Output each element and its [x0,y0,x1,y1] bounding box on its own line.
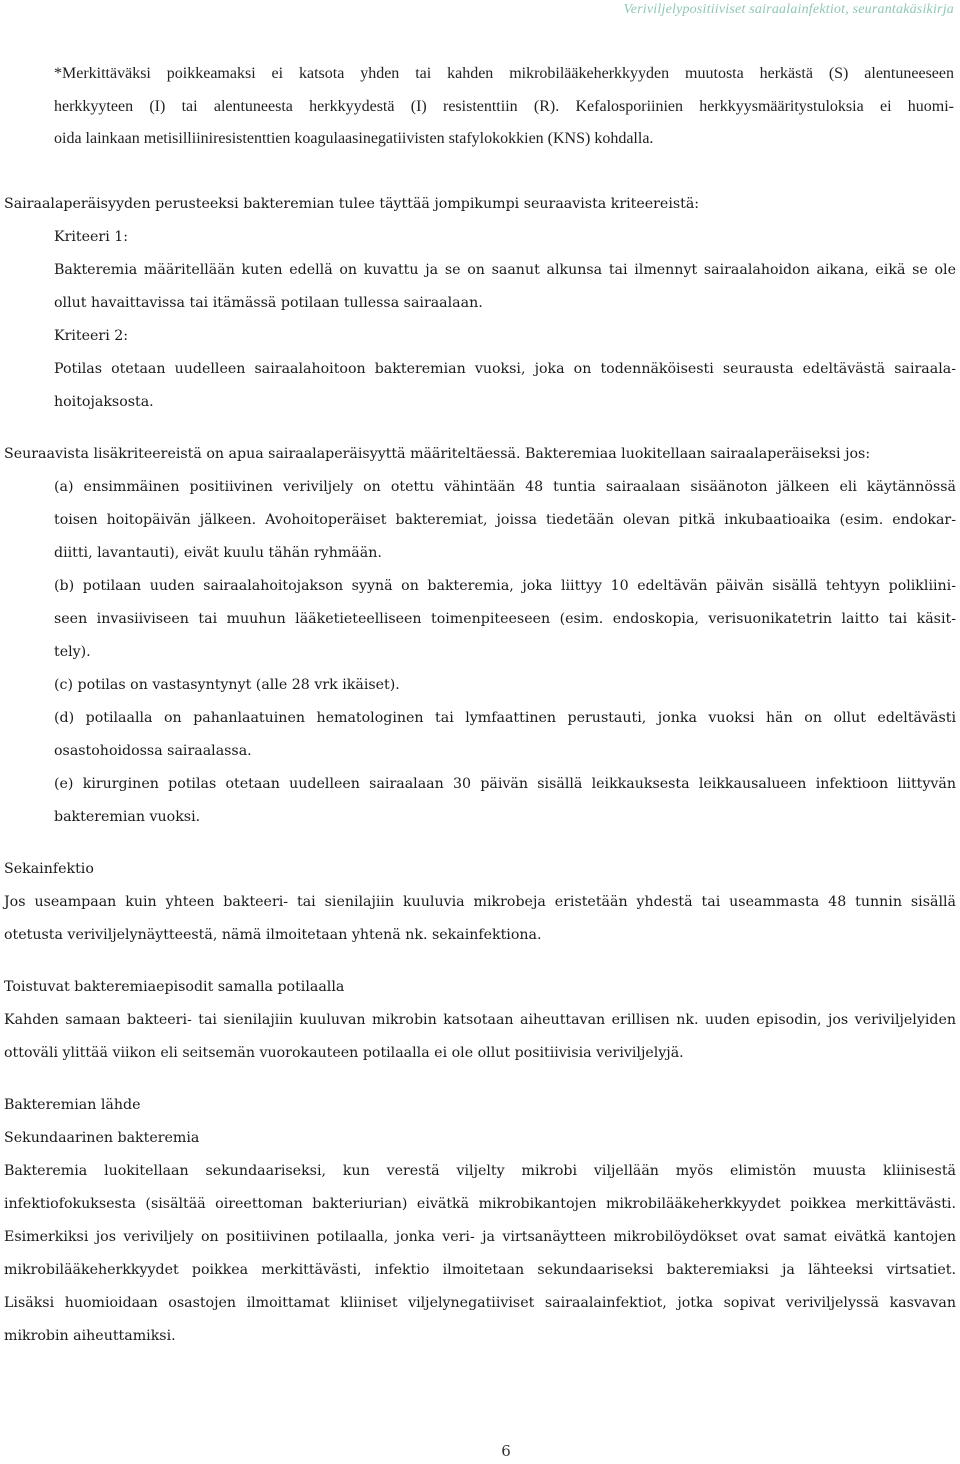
section-heading: Bakteremian lähde [4,1097,141,1113]
sekainfektio-text: otetusta veriviljelynäytteestä, nämä ilmoitetaan yhtenä nk. sekainfektiona. [4,927,542,943]
lahde-text: mikrobin aiheuttamiksi. [4,1328,176,1344]
criteria-intro: Sairaalaperäisyyden perusteeksi bakteremian tulee täyttää jompikumpi seuraavista kriteereistä: [4,196,700,212]
lahde-text: Bakteremia luokitellaan sekundaariseksi, kun verestä viljelty mikrobi viljellään myös elimistön muusta kliinisestä [4,1163,956,1179]
footnote-line: *Merkittäväksi poikkeamaksi ei katsota yhden tai kahden mikrobilääkeherkkyyden muutosta herkästä (S) alentuneeseen [54,65,954,82]
criterion-e: bakteremian vuoksi. [54,809,201,825]
section-subheading: Sekundaarinen bakteremia [4,1130,200,1146]
toistuvat-text: ottoväli ylittää viikon eli seitsemän vuorokauteen potilaalla ei ole ollut positiivisia veriviljelyjä. [4,1045,684,1061]
lahde-text: mikrobilääkeherkkyydet poikkea merkittävästi, infektio ilmoitetaan sekundaariseksi bakteremiaksi ja lähteeksi virtsatiet. [4,1262,956,1278]
sekainfektio-section [4,853,956,952]
toistuvat-section [4,971,956,1070]
footnote-line: oida lainkaan metisilliiniresistenttien koagulaasinegatiivisten stafylokokkien (KNS) kohdalla. [54,130,654,147]
criteria-2-text: Potilas otetaan uudelleen sairaalahoitoon bakteremian vuoksi, joka on todennäköisesti seurausta edeltävästä sairaala- [54,361,956,377]
criterion-c: (c) potilas on vastasyntynyt (alle 28 vrk ikäiset). [54,677,400,693]
lahde-text: Lisäksi huomioidaan osastojen ilmoittamat kliiniset viljelynegatiiviset sairaalainfektiot, jotka sopivat veriviljelyssä kasvavan [4,1295,956,1311]
criterion-d: osastohoidossa sairaalassa. [54,743,252,759]
criteria-2-label: Kriteeri 2: [54,328,129,344]
footnote-line: herkkyyteen (I) tai alentuneesta herkkyydestä (I) resistenttiin (R). Kefalosporiinien herkkyysmääritystuloksia ei huomi- [54,97,954,115]
criteria-1-text: Bakteremia määritellään kuten edellä on kuvattu ja se on saanut alkunsa tai ilmennyt sairaalahoidon aikana, eikä se ole [54,262,956,278]
lahde-text: infektiofokuksesta (sisältää oireettoman bakteriurian) eivätkä mikrobikantojen mikrobilääkeherkkyydet poikkea merkittävästi. [4,1196,956,1212]
page-number: 6 [501,1442,511,1460]
criterion-a: (a) ensimmäinen positiivinen veriviljely on otettu vähintään 48 tuntia sairaalaan sisäänoton jälkeen eli käytännössä [54,479,956,495]
criterion-e: (e) kirurginen potilas otetaan uudelleen sairaalaan 30 päivän sisällä leikkauksesta leikkausalueen infektioon liittyvän [54,776,956,792]
additional-intro: Seuraavista lisäkriteereistä on apua sairaalaperäisyyttä määriteltäessä. Bakteremiaa luokitellaan sairaalaperäiseksi jos: [4,446,871,462]
criteria-1-text: ollut havaittavissa tai itämässä potilaan tullessa sairaalaan. [54,295,483,311]
criterion-a: diitti, lavantauti), eivät kuulu tähän ryhmään. [54,545,382,561]
section-heading: Sekainfektio [4,861,94,877]
lahde-section [4,1089,956,1353]
main-content [4,188,956,1353]
section-heading: Toistuvat bakteremiaepisodit samalla potilaalla [4,979,345,995]
criterion-d: (d) potilaalla on pahanlaatuinen hematologinen tai lymfaattinen perustauti, jonka vuoksi hän on ollut edeltävästi [54,710,956,726]
criterion-b: tely). [54,644,91,660]
lahde-text: Esimerkiksi jos veriviljely on positiivinen potilaalla, jonka veri- ja virtsanäytteen mikrobilöydökset ovat samat eivätkä kantojen [4,1229,956,1245]
running-header: Veriviljelypositiiviset sairaalainfektiot, seurantakäsikirja [623,2,954,17]
criteria-2-text: hoitojaksosta. [54,394,154,410]
criteria-1-label: Kriteeri 1: [54,229,129,245]
criterion-b: (b) potilaan uuden sairaalahoitojakson syynä on bakteremia, joka liittyy 10 edeltävän päivän sisällä tehtyyn polikliini- [54,578,956,594]
criteria-section [4,188,956,419]
criterion-b: seen invasiiviseen tai muuhun lääketieteelliseen toimenpiteeseen (esim. endoskopia, verisuonikatetrin laitto tai käsit- [54,611,956,627]
sekainfektio-text: Jos useampaan kuin yhteen bakteeri- tai sienilajiin kuuluvia mikrobeja eristetään yhdestä tai useammasta 48 tunnin sisällä [4,894,956,910]
additional-criteria-section [4,438,956,834]
toistuvat-text: Kahden samaan bakteeri- tai sienilajiin kuuluvan mikrobin katsotaan aiheuttavan erillisen nk. uuden episodin, jos veriviljelyiden [4,1012,956,1028]
criterion-a: toisen hoitopäivän jälkeen. Avohoitoperäiset bakteremiat, joissa tiedetään olevan pitkä inkubaatioaika (esim. endokar- [54,512,956,528]
footnote [54,58,954,156]
